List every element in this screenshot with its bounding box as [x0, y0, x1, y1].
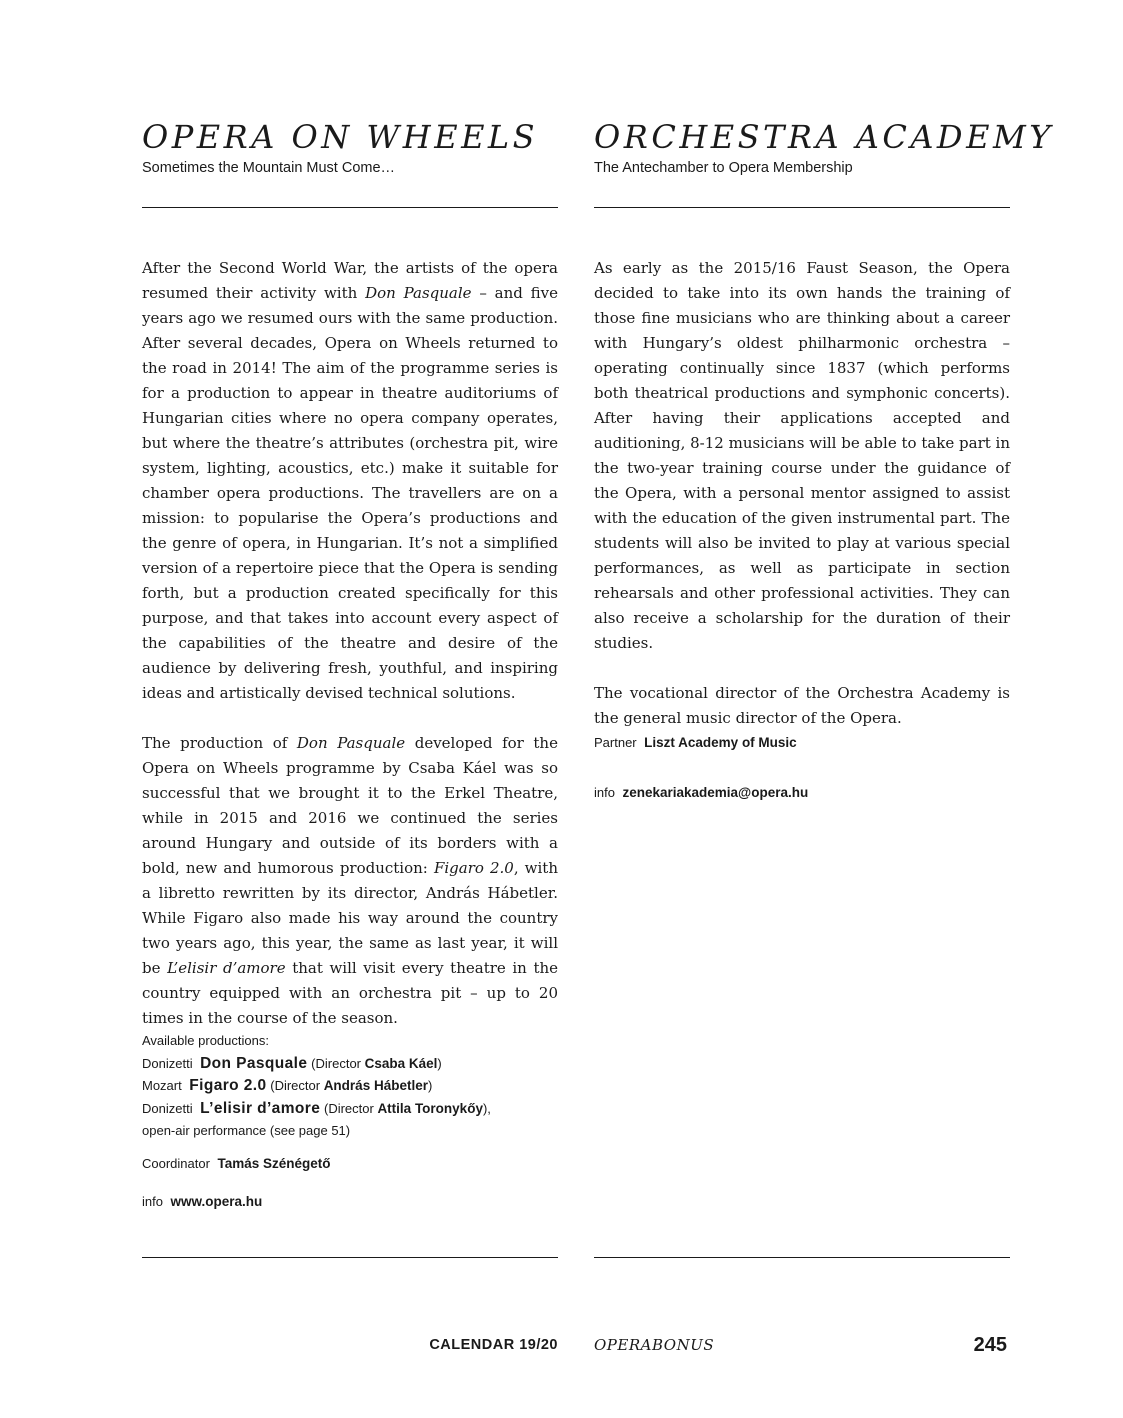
right-info-line: info zenekariakademia@opera.hu: [594, 785, 809, 800]
coordinator-name: Tamás Szénégető: [217, 1156, 331, 1171]
left-section-subtitle: Sometimes the Mountain Must Come…: [142, 160, 396, 176]
left-paragraph-2: The production of Don Pasquale developed for the Opera on Wheels programme by Csaba Káel was so successful that we brought it to the Erkel Theatre, while in 2015 and 2016 we continued the series around Hungary and outside of its borders with a bold, new and humorous production: Figaro 2.0, with a libretto rewritten by its director, András Hábetler. While Figaro also made his way around the country two years ago, this year, the same as last year, it will be L’elisir d’amore that will visit every theatre in the country equipped with an orchestra pit – up to 20 times in the course of the season.: [142, 734, 559, 1027]
left-paragraph-1: After the Second World War, the artists of the opera resumed their activity with Don Pasquale – and five years ago we resumed ours with the same production. After several decades, Opera on Wheels returned to the road in 2014! The aim of the programme series is for a production to appear in theatre auditoriums of Hungarian cities where no opera company operates, but where the theatre’s attributes (orchestra pit, wire system, lighting, acoustics, etc.) make it suitable for chamber opera productions. The travellers are on a mission: to popularise the Opera’s productions and the genre of opera, in Hungarian. It’s not a simplified version of a repertoire piece that the Opera is sending forth, but a production created specifically for this purpose, and that takes into account every aspect of the capabilities of the theatre and desire of the audience by delivering fresh, youthful, and inspiring ideas and artistically devised technical solutions.: [142, 259, 558, 702]
right-paragraph-1: As early as the 2015/16 Faust Season, the Opera decided to take into its own hands the training of those fine musicians who are thinking about a career with Hungary’s oldest philharmonic orchestra – operating continually since 1837 (which performs both theatrical productions and symphonic concerts). After having their applications accepted and auditioning, 8-12 musicians will be able to take part in the two-year training course under the guidance of the Opera, with a personal mentor assigned to assist with the education of the given instrumental part. The students will also be invited to play at various special performances, as well as participate in section rehearsals and other professional activities. They can also receive a scholarship for the duration of their studies.: [594, 259, 1010, 652]
partner-name: Liszt Academy of Music: [644, 735, 797, 750]
right-body-text: [594, 256, 1010, 756]
right-paragraph-2: The vocational director of the Orchestra Academy is the general music director of the Opera.: [594, 684, 1010, 727]
page-number: 245: [973, 1334, 1007, 1356]
email-link[interactable]: zenekariakademia@opera.hu: [622, 785, 809, 800]
right-top-divider: [594, 207, 1010, 208]
footer-calendar: CALENDAR 19/20: [429, 1337, 558, 1353]
left-bottom-divider: [142, 1257, 558, 1258]
left-info-line: info www.opera.hu: [142, 1194, 263, 1209]
production-item: Mozart Figaro 2.0 (Director András Hábetler): [142, 1077, 433, 1094]
website-link[interactable]: www.opera.hu: [170, 1194, 263, 1209]
left-section-title: OPERA ON WHEELS: [142, 118, 539, 156]
coordinator-line: Coordinator Tamás Szénégető: [142, 1156, 331, 1171]
partner-line: Partner Liszt Academy of Music: [594, 735, 797, 750]
left-body-text: [142, 256, 558, 1056]
production-item: Donizetti Don Pasquale (Director Csaba Káel): [142, 1054, 442, 1072]
productions-label: Available productions:: [142, 1033, 269, 1048]
productions-note: open-air performance (see page 51): [142, 1123, 351, 1138]
footer-brand: OPERABONUS: [594, 1336, 715, 1354]
productions-list: [142, 1030, 572, 1143]
left-top-divider: [142, 207, 558, 208]
right-section-subtitle: The Antechamber to Opera Membership: [594, 160, 853, 176]
right-section-title: ORCHESTRA ACADEMY: [594, 118, 1054, 156]
right-bottom-divider: [594, 1257, 1010, 1258]
production-item: Donizetti L’elisir d’amore (Director Attila Toronykőy),: [142, 1099, 491, 1117]
